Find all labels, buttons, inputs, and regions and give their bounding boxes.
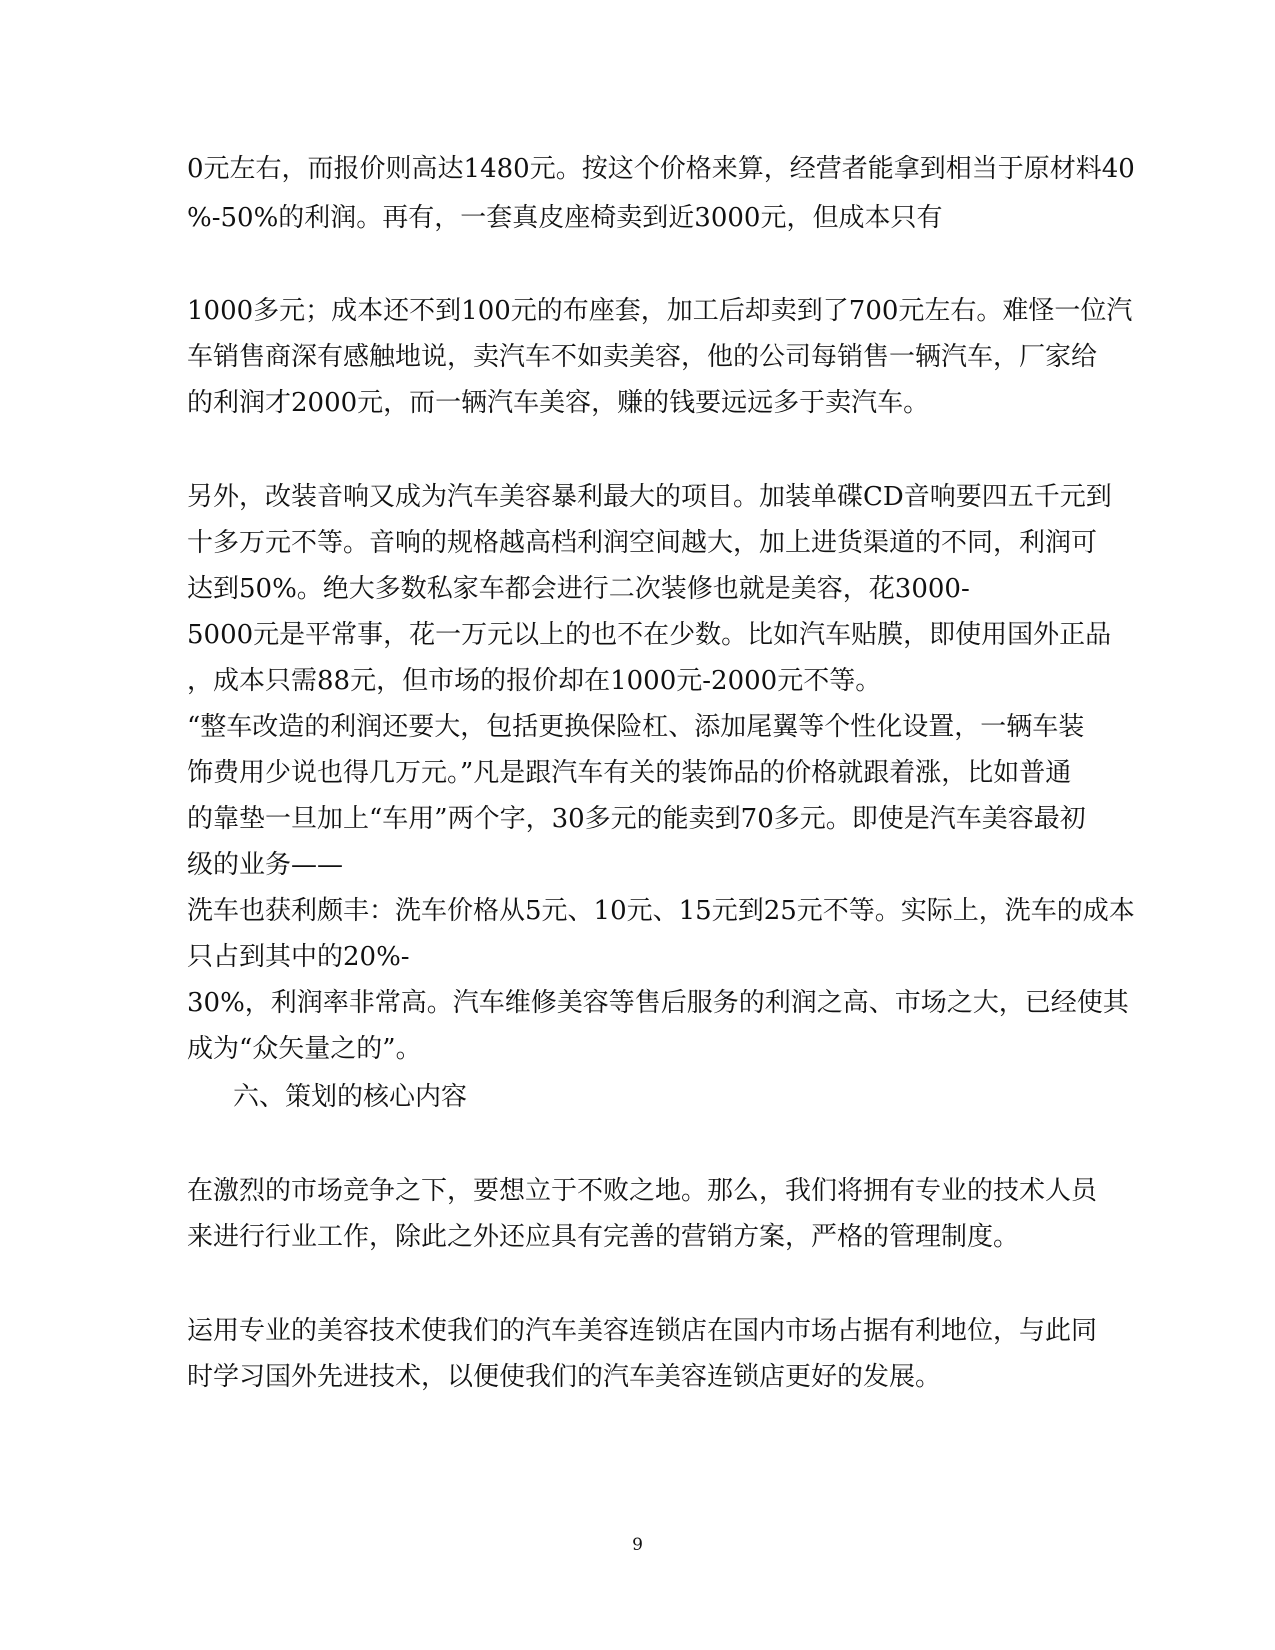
body-text-line: 洗车也获利颇丰：洗车价格从5元、10元、15元到25元不等。实际上，洗车的成本 xyxy=(187,896,1135,926)
body-text-line: “整车改造的利润还要大，包括更换保险杠、添加尾翼等个性化设置，一辆车装 xyxy=(187,712,1085,742)
body-text-line: 时学习国外先进技术，以便使我们的汽车美容连锁店更好的发展。 xyxy=(187,1362,942,1392)
body-text-line: 只占到其中的20%- xyxy=(187,942,410,972)
body-text-line: 在激烈的市场竞争之下，要想立于不败之地。那么，我们将拥有专业的技术人员 xyxy=(187,1176,1098,1206)
body-text-line: 1000多元；成本还不到100元的布座套，加工后却卖到了700元左右。难怪一位汽 xyxy=(187,296,1133,326)
body-text-line: 的靠垫一旦加上“车用”两个字，30多元的能卖到70多元。即使是汽车美容最初 xyxy=(187,804,1086,834)
body-text-line: 30%，利润率非常高。汽车维修美容等售后服务的利润之高、市场之大，已经使其 xyxy=(187,988,1129,1018)
body-text-line: 十多万元不等。音响的规格越高档利润空间越大，加上进货渠道的不同，利润可 xyxy=(187,528,1098,558)
body-text-line: 达到50%。绝大多数私家车都会进行二次装修也就是美容，花3000- xyxy=(187,574,970,604)
page-number: 9 xyxy=(632,1535,643,1555)
body-text-line: %-50%的利润。再有，一套真皮座椅卖到近3000元，但成本只有 xyxy=(187,203,943,233)
body-text-line: 另外，改装音响又成为汽车美容暴利最大的项目。加装单碟CD音响要四五千元到 xyxy=(187,482,1112,512)
body-text-line: 来进行行业工作，除此之外还应具有完善的营销方案，严格的管理制度。 xyxy=(187,1222,1020,1252)
body-text-line: 饰费用少说也得几万元。”凡是跟汽车有关的装饰品的价格就跟着涨，比如普通 xyxy=(187,758,1072,788)
body-text-line: 0元左右，而报价则高达1480元。按这个价格来算，经营者能拿到相当于原材料40 xyxy=(187,154,1135,184)
body-text-line: 运用专业的美容技术使我们的汽车美容连锁店在国内市场占据有利地位，与此同 xyxy=(187,1316,1098,1346)
body-text-line: 成为“众矢量之的”。 xyxy=(187,1034,422,1064)
section-heading: 六、策划的核心内容 xyxy=(233,1082,468,1112)
body-text-line: 5000元是平常事，花一万元以上的也不在少数。比如汽车贴膜，即使用国外正品 xyxy=(187,620,1112,650)
body-text-line: ，成本只需88元，但市场的报价却在1000元-2000元不等。 xyxy=(187,666,882,696)
body-text-line: 的利润才2000元，而一辆汽车美容，赚的钱要远远多于卖汽车。 xyxy=(187,388,930,418)
body-text-line: 级的业务—— xyxy=(187,850,344,880)
body-text-line: 车销售商深有感触地说，卖汽车不如卖美容，他的公司每销售一辆汽车，厂家给 xyxy=(187,342,1098,372)
